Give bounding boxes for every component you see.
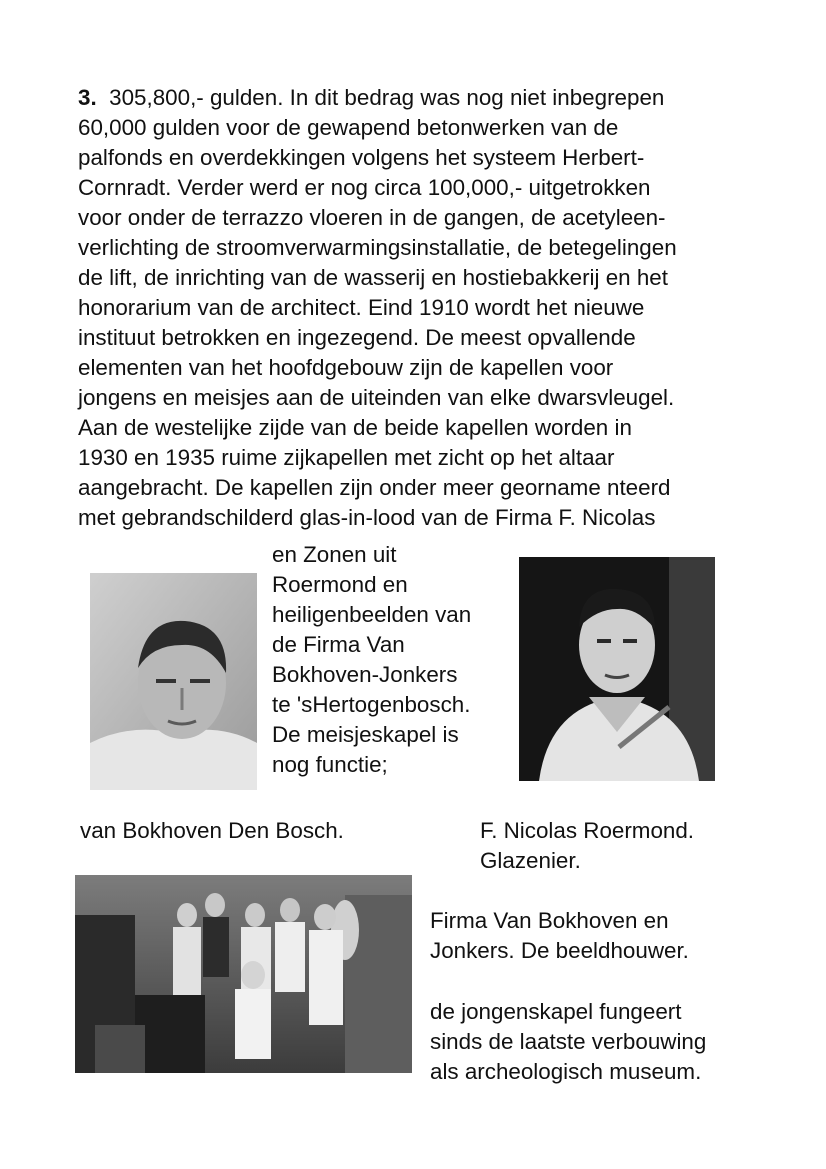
chapel-note: de jongenskapel fungeert sinds de laatste verbouwing als archeologisch museum. bbox=[430, 999, 707, 1084]
caption-group-photo: Firma Van Bokhoven en Jonkers. De beeldhouwer. bbox=[430, 908, 689, 963]
paragraph-line: elementen van het hoofdgebouw zijn de kapellen voor bbox=[78, 355, 614, 380]
portrait-nicolas-photo bbox=[519, 557, 715, 781]
paragraph-line: voor onder de terrazzo vloeren in de gangen, de acetyleen- bbox=[78, 205, 666, 230]
paragraph-line: heiligenbeelden van bbox=[272, 602, 472, 627]
paragraph-line: Aan de westelijke zijde van de beide kapellen worden in bbox=[78, 415, 632, 440]
paragraph-line: 60,000 gulden voor de gewapend betonwerken van de bbox=[78, 115, 619, 140]
paragraph-line: instituut betrokken en ingezegend. De meest opvallende bbox=[78, 325, 636, 350]
paragraph-line: verlichting de stroomverwarmingsinstallatie, de betegelingen bbox=[78, 235, 677, 260]
portrait-van-bokhoven-photo bbox=[90, 573, 257, 790]
main-paragraph bbox=[78, 83, 677, 533]
paragraph-line: te 'sHertogenbosch. bbox=[272, 692, 471, 717]
paragraph-line: jongens en meisjes aan de uiteinden van elke dwarsvleugel. bbox=[78, 385, 675, 410]
paragraph-line: nog functie; bbox=[272, 752, 388, 777]
paragraph-line: met gebrandschilderd glas-in-lood van de Firma F. Nicolas bbox=[78, 505, 656, 530]
paragraph-line: de Firma Van bbox=[272, 632, 405, 657]
paragraph-line: De meisjeskapel is bbox=[272, 722, 459, 747]
paragraph-number: 3. bbox=[78, 85, 97, 110]
paragraph-line: Bokhoven-Jonkers bbox=[272, 662, 458, 687]
paragraph-line: aangebracht. De kapellen zijn onder meer georname nteerd bbox=[78, 475, 671, 500]
caption-right-portrait: F. Nicolas Roermond. Glazenier. bbox=[480, 818, 695, 873]
paragraph-line: Cornradt. Verder werd er nog circa 100,000,- uitgetrokken bbox=[78, 175, 651, 200]
paragraph-line: palfonds en overdekkingen volgens het systeem Herbert- bbox=[78, 145, 645, 170]
workshop-group-photo bbox=[75, 875, 412, 1073]
paragraph-line: Roermond en bbox=[272, 572, 408, 597]
paragraph-line: honorarium van de architect. Eind 1910 wordt het nieuwe bbox=[78, 295, 645, 320]
paragraph-line: en Zonen uit bbox=[272, 542, 397, 567]
caption-left-portrait: van Bokhoven Den Bosch. bbox=[80, 818, 344, 843]
paragraph-line: de lift, de inrichting van de wasserij en hostiebakkerij en het bbox=[78, 265, 668, 290]
paragraph-line: 3. 305,800,- gulden. In dit bedrag was nog niet inbegrepen bbox=[78, 85, 665, 110]
paragraph-continuation bbox=[272, 540, 471, 780]
paragraph-line: 1930 en 1935 ruime zijkapellen met zicht op het altaar bbox=[78, 445, 615, 470]
